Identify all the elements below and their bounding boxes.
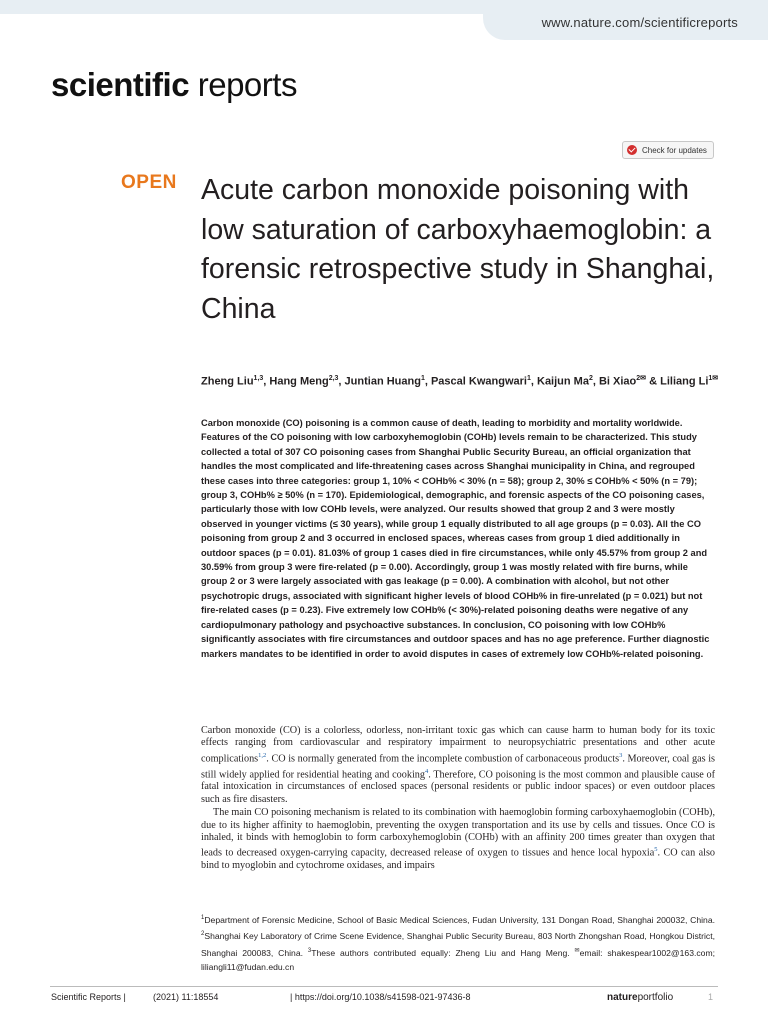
footer-divider [50, 986, 718, 987]
footer-doi[interactable]: | https://doi.org/10.1038/s41598-021-97436-8 [290, 992, 471, 1002]
url-tab [483, 0, 768, 40]
open-access-label: OPEN [121, 172, 177, 193]
reference-marker[interactable]: 4 [424, 767, 429, 775]
author-name[interactable]: Zheng Liu [201, 375, 254, 388]
logo-light: reports [197, 66, 297, 103]
body-paragraph-1: Carbon monoxide (CO) is a colorless, odorless, non-irritant toxic gas which can cause harm to human body for its toxic effects ranging from cardiovascular and respiratory impairment to neuropsychiatric presentations and other acute complications$^{1,2}$. CO is normally generated from the incomplete combustion of carbonaceous products$^3$. Moreover, coal gas is still widely applied for residential heating and cooking$^4$. Therefore, CO poisoning is the most common and plausible cause of fatal intoxication in circumstances of enclosed spaces (personal residents or public indoor spaces) or even outdoor places such as fire disasters. [201, 725, 716, 805]
reference-marker[interactable]: 1 [201, 915, 205, 921]
author-affiliation: 1 [526, 375, 531, 382]
author-list: Zheng Liu$^{1,3}$, Hang Meng$^{2,3}$, Juntian Huang$^1$, Pascal Kwangwari$^1$, Kaijun Ma$^2$, Bi Xiao$^{2✉}$ & Liliang $Li^{1✉}$ [201, 375, 719, 388]
journal-url[interactable]: www.nature.com/scientificreports [541, 15, 738, 30]
author-affiliation: 2✉ [636, 375, 647, 382]
logo-bold: scientific [51, 66, 190, 103]
author-affiliation: 1✉ [708, 375, 719, 382]
author-affiliation: 2,3 [328, 375, 339, 382]
reference-marker[interactable]: 5 [654, 846, 658, 854]
author-affiliation: 2 [588, 375, 593, 382]
check-updates-label: Check for updates [642, 145, 707, 155]
author-name[interactable]: Hang Meng [269, 375, 329, 388]
brand-bold: nature [607, 992, 638, 1003]
reference-marker[interactable]: 3 [307, 947, 312, 954]
footer-journal: Scientific Reports | [51, 992, 126, 1002]
article-title: Acute carbon monoxide poisoning with low saturation of carboxyhaemoglobin: a forensic retrospective study in Shanghai, China [201, 174, 715, 325]
author-affiliation: 1,3 [253, 375, 264, 382]
reference-marker[interactable]: 2 [201, 931, 205, 938]
check-updates-icon [627, 145, 637, 155]
author-name[interactable]: Liliang Li [660, 375, 709, 388]
reference-marker[interactable]: 3 [619, 751, 623, 759]
footer-brand [607, 992, 673, 1003]
brand-light: portfolio [637, 992, 674, 1003]
body-text [201, 725, 715, 873]
reference-marker[interactable]: 1,2 [258, 751, 267, 759]
author-name[interactable]: Pascal Kwangwari [430, 375, 527, 388]
abstract: Carbon monoxide (CO) poisoning is a common cause of death, leading to morbidity and mortality worldwide. Features of the CO poisoning with low carboxyhemoglobin (COHb) levels remain to be characterized. This study collected a total of 307 CO poisoning cases from Shanghai Public Security Bureau, an official organization that handles the most complicated and life-threatening cases across Shanghai municipality in China, and regrouped these cases into three categories: group 1, 10% < COHb% < 30% (n = 58); group 2, 30% ≤ COHb% < 50% (n = 79); group 3, COHb% ≥ 50% (n = 170). Epidemiological, demographic, and forensic aspects of the CO poisoning cases, particularly those with low COHb levels, were analyzed. Our results showed that group 2 and 3 were mostly observed in younger victims (≤ 30 years), while group 1 equally distributed to all age groups (p = 0.03). All the CO poisoning from group 2 and 3 occurred in enclosed spaces, whereas cases from group 1 died additionally in outdoor spaces (p = 0.01). 81.03% of group 1 cases died in fire circumstances, while only 45.57% from group 2 and 30.59% from group 3 were fire-related (p = 0.00). Accordingly, group 1 was mostly related with fire burns, while group 2 or 3 were largely associated with gas leakage (p = 0.00). A combination with alcohol, but not other psychotropic drugs, associated with significant higher levels of blood COHb% in fire-unrelated (p = 0.021) but not fire-related cases (p = 0.23). Five extremely low COHb% (< 30%)-related poisoning deaths were negative of any cardiopulmonary pathology and psychoactive substances. In conclusion, CO poisoning with low COHb% significantly associates with fire circumstances and outdoor spaces and has no age preference. Further diagnostic markers mandates to be identified in order to avoid disputes in cases of extremely low COHb%-related poisoning. [201, 418, 710, 659]
reference-marker[interactable]: ✉ [574, 947, 580, 954]
body-paragraph-2: The main CO poisoning mechanism is related to its combination with haemoglobin forming carboxyhaemoglobin (COHb), due to its higher affinity to haemoglobin, preventing the oxygen transportation and its use by cells and tissues. Once CO is inhaled, it binds with hemoglobin to form carboxyhemoglobin (COHb) with an affinity 200 times greater than oxygen that leads to decreased oxygen-carrying capacity, decreased release of oxygen to tissues and hence local hypoxia$^5$. CO can also bind to myoglobin and cytochrome oxidases, and impairs [201, 807, 715, 872]
author-affiliation: 1 [420, 375, 425, 382]
journal-logo [51, 66, 297, 104]
check-for-updates-button[interactable] [622, 141, 714, 159]
affiliation-footnote: $^1$Department of Forensic Medicine, School of Basic Medical Sciences, Fudan University, 131 Dongan Road, Shanghai 200032, China. $^2$Shanghai Key Laboratory of Crime Scene Evidence, Shanghai Public Security Bureau, 803 North Zhongshan Road, Hongkou District, Shanghai 200083, China. $^3$These authors contributed equally: Zheng Liu and Hang Meng. ✉email: shakespear1002@163.com; liliangli11@fudan.edu.cn [201, 914, 715, 973]
author-name[interactable]: Kaijun Ma [537, 375, 589, 388]
page-number: 1 [708, 992, 714, 1002]
author-name[interactable]: Bi Xiao [598, 375, 637, 388]
author-name[interactable]: Juntian Huang [344, 375, 421, 388]
footer-year-volume: (2021) 11:18554 [153, 992, 219, 1002]
